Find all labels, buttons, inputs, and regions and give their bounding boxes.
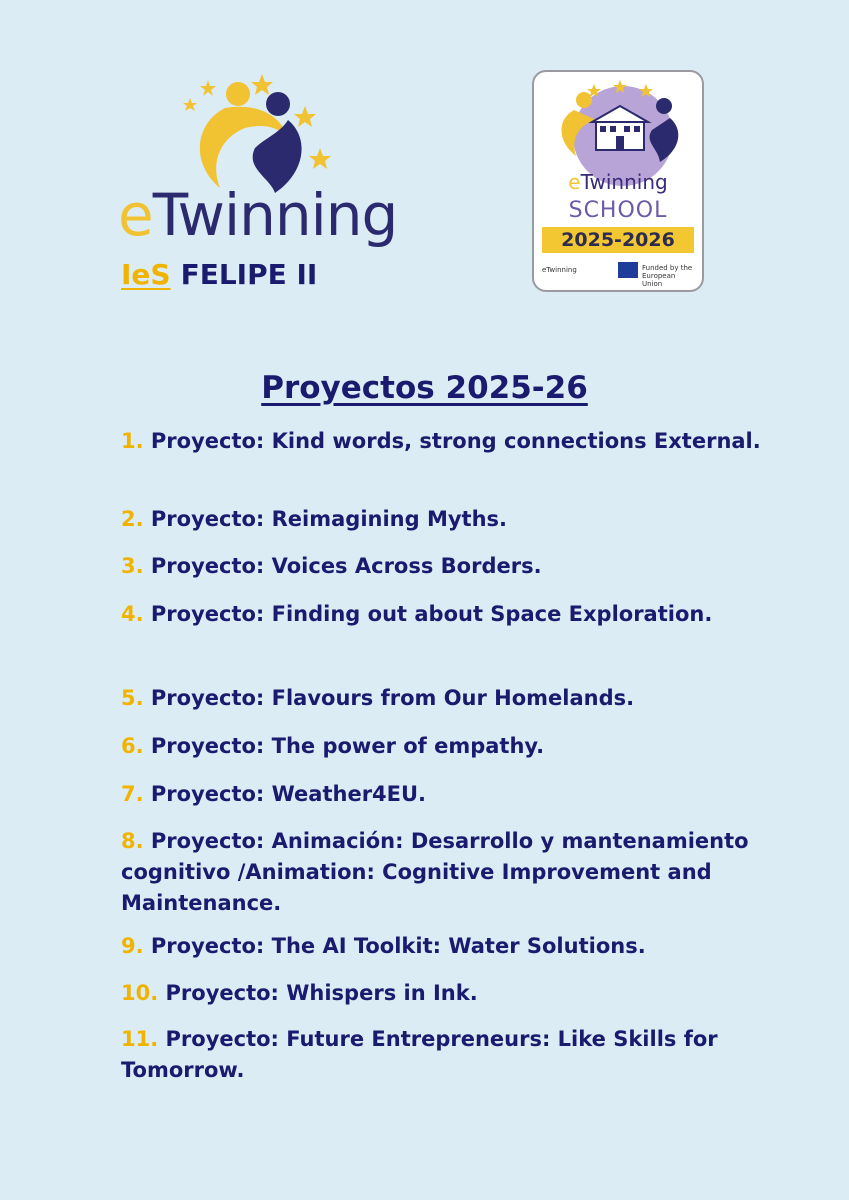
badge-footer: [542, 262, 694, 288]
etwinning-school-badge: [532, 70, 704, 292]
list-item: 7. Proyecto: Weather4EU.: [121, 782, 427, 806]
list-item: 5. Proyecto: Flavours from Our Homelands.: [121, 686, 635, 710]
school-prefix: IeS: [121, 258, 171, 291]
badge-label: SCHOOL: [568, 198, 668, 223]
list-item: 11. Proyecto: Future Entrepreneurs: Like Skills for Tomorrow.: [121, 1027, 718, 1082]
list-item: 8. Proyecto: Animación: Desarrollo y mantenamiento cognitivo /Animation: Cognitive Improvement and Maintenance.: [121, 829, 749, 915]
list-item: 4. Proyecto: Finding out about Space Exploration.: [121, 602, 713, 626]
etwinning-figures-icon: [170, 68, 340, 193]
list-item: 10. Proyecto: Whispers in Ink.: [121, 981, 478, 1005]
badge-funded-text: Funded by the European Union: [642, 264, 693, 288]
badge-mini-logo: eTwinning: [542, 266, 577, 274]
list-item: 9. Proyecto: The AI Toolkit: Water Solutions.: [121, 934, 646, 958]
page-title: Proyectos 2025-26: [261, 370, 588, 406]
list-item: 3. Proyecto: Voices Across Borders.: [121, 554, 542, 578]
etwinning-logo: [118, 68, 408, 293]
badge-title: eTwinning: [568, 170, 668, 194]
badge-year: 2025-2026: [542, 227, 694, 253]
eu-flag-icon: [618, 262, 638, 278]
badge-figures-icon: [534, 72, 706, 182]
list-item: 2. Proyecto: Reimagining Myths.: [121, 507, 508, 531]
list-item: 1. Proyecto: Kind words, strong connections External.: [121, 429, 761, 453]
school-name: [121, 258, 317, 291]
list-item: 6. Proyecto: The power of empathy.: [121, 734, 545, 758]
school-title: FELIPE II: [180, 258, 318, 291]
etwinning-wordmark: eTwinning: [118, 181, 398, 249]
